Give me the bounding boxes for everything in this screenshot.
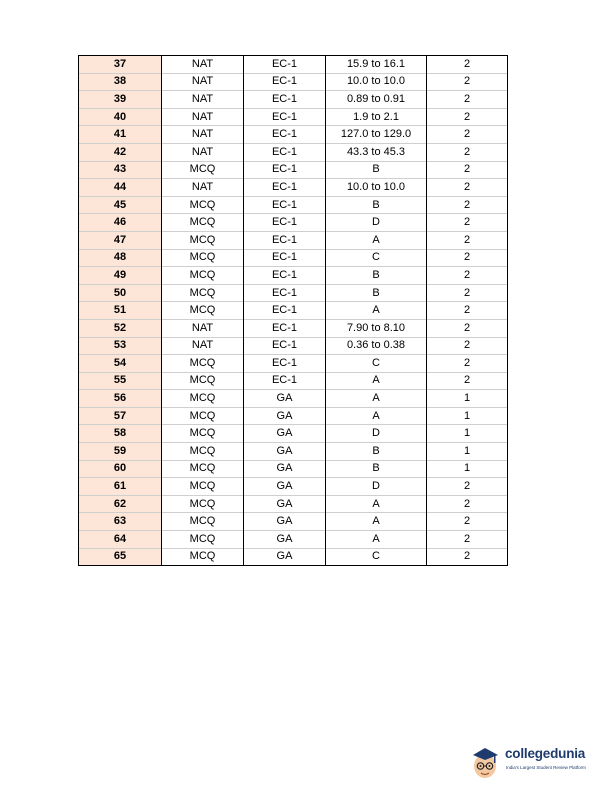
question-number-cell: 49 (79, 267, 162, 285)
answer-key-table (78, 55, 508, 566)
answer-key-cell: 127.0 to 129.0 (326, 126, 427, 144)
answer-key-cell: D (326, 214, 427, 232)
answer-key-cell: 10.0 to 10.0 (326, 73, 427, 91)
marks-cell: 2 (427, 179, 508, 197)
answer-key-cell: A (326, 302, 427, 320)
answer-key-cell: A (326, 513, 427, 531)
table-row (79, 495, 508, 513)
marks-cell: 2 (427, 108, 508, 126)
table-row (79, 337, 508, 355)
question-number-cell: 38 (79, 73, 162, 91)
question-type-cell: NAT (162, 179, 244, 197)
section-cell: EC-1 (244, 73, 326, 91)
section-cell: GA (244, 478, 326, 496)
table-row (79, 531, 508, 549)
section-cell: EC-1 (244, 179, 326, 197)
question-type-cell: MCQ (162, 407, 244, 425)
table-row (79, 161, 508, 179)
question-type-cell: MCQ (162, 355, 244, 373)
question-number-cell: 57 (79, 407, 162, 425)
marks-cell: 1 (427, 443, 508, 461)
section-cell: EC-1 (244, 231, 326, 249)
question-number-cell: 53 (79, 337, 162, 355)
question-type-cell: MCQ (162, 478, 244, 496)
question-number-cell: 64 (79, 531, 162, 549)
section-cell: EC-1 (244, 126, 326, 144)
question-type-cell: MCQ (162, 249, 244, 267)
question-number-cell: 65 (79, 548, 162, 566)
answer-key-cell: B (326, 196, 427, 214)
marks-cell: 2 (427, 548, 508, 566)
collegedunia-logo (468, 741, 598, 783)
answer-key-cell: 1.9 to 2.1 (326, 108, 427, 126)
table-row (79, 443, 508, 461)
marks-cell: 2 (427, 284, 508, 302)
marks-cell: 2 (427, 231, 508, 249)
question-type-cell: NAT (162, 56, 244, 74)
marks-cell: 2 (427, 495, 508, 513)
table-row (79, 249, 508, 267)
marks-cell: 2 (427, 337, 508, 355)
answer-key-cell: D (326, 425, 427, 443)
question-type-cell: NAT (162, 108, 244, 126)
question-type-cell: NAT (162, 73, 244, 91)
question-number-cell: 43 (79, 161, 162, 179)
marks-cell: 2 (427, 355, 508, 373)
section-cell: GA (244, 407, 326, 425)
question-number-cell: 55 (79, 372, 162, 390)
section-cell: EC-1 (244, 267, 326, 285)
question-type-cell: MCQ (162, 425, 244, 443)
table-row (79, 372, 508, 390)
question-type-cell: NAT (162, 143, 244, 161)
question-number-cell: 47 (79, 231, 162, 249)
marks-cell: 1 (427, 425, 508, 443)
question-number-cell: 48 (79, 249, 162, 267)
answer-key-cell: B (326, 284, 427, 302)
answer-key-cell: C (326, 355, 427, 373)
answer-key-cell: B (326, 267, 427, 285)
question-type-cell: MCQ (162, 548, 244, 566)
answer-key-cell: 15.9 to 16.1 (326, 56, 427, 74)
marks-cell: 2 (427, 319, 508, 337)
question-type-cell: MCQ (162, 513, 244, 531)
table-row (79, 267, 508, 285)
table-row (79, 407, 508, 425)
answer-key-cell: D (326, 478, 427, 496)
table-row (79, 548, 508, 566)
answer-key-cell: C (326, 249, 427, 267)
question-type-cell: MCQ (162, 460, 244, 478)
marks-cell: 2 (427, 302, 508, 320)
question-number-cell: 37 (79, 56, 162, 74)
marks-cell: 2 (427, 249, 508, 267)
answer-key-cell: 10.0 to 10.0 (326, 179, 427, 197)
answer-key-cell: 43.3 to 45.3 (326, 143, 427, 161)
question-number-cell: 52 (79, 319, 162, 337)
table-row (79, 478, 508, 496)
question-type-cell: NAT (162, 319, 244, 337)
answer-key-cell: A (326, 372, 427, 390)
marks-cell: 2 (427, 478, 508, 496)
section-cell: EC-1 (244, 249, 326, 267)
section-cell: GA (244, 513, 326, 531)
answer-key-cell: B (326, 161, 427, 179)
question-type-cell: MCQ (162, 302, 244, 320)
table-row (79, 231, 508, 249)
question-number-cell: 51 (79, 302, 162, 320)
marks-cell: 2 (427, 126, 508, 144)
section-cell: GA (244, 425, 326, 443)
table-row (79, 196, 508, 214)
table-row (79, 214, 508, 232)
question-type-cell: MCQ (162, 196, 244, 214)
question-number-cell: 42 (79, 143, 162, 161)
question-type-cell: MCQ (162, 214, 244, 232)
answer-key-cell: 0.36 to 0.38 (326, 337, 427, 355)
answer-key-cell: B (326, 443, 427, 461)
question-type-cell: NAT (162, 91, 244, 109)
marks-cell: 1 (427, 407, 508, 425)
table-row (79, 73, 508, 91)
question-number-cell: 60 (79, 460, 162, 478)
marks-cell: 2 (427, 56, 508, 74)
section-cell: GA (244, 548, 326, 566)
table-row (79, 143, 508, 161)
answer-key-cell: A (326, 495, 427, 513)
question-number-cell: 39 (79, 91, 162, 109)
table-row (79, 179, 508, 197)
question-type-cell: MCQ (162, 372, 244, 390)
question-type-cell: MCQ (162, 267, 244, 285)
brand-tagline: India's Largest Student Review Platform (506, 765, 586, 770)
table-row (79, 390, 508, 408)
answer-key-cell: B (326, 460, 427, 478)
table-row (79, 513, 508, 531)
answer-key-body (79, 56, 508, 566)
marks-cell: 2 (427, 267, 508, 285)
table-row (79, 284, 508, 302)
question-type-cell: MCQ (162, 390, 244, 408)
marks-cell: 2 (427, 161, 508, 179)
question-type-cell: MCQ (162, 495, 244, 513)
marks-cell: 2 (427, 91, 508, 109)
section-cell: GA (244, 495, 326, 513)
table-row (79, 108, 508, 126)
question-number-cell: 46 (79, 214, 162, 232)
table-row (79, 355, 508, 373)
answer-key-cell: A (326, 531, 427, 549)
question-number-cell: 58 (79, 425, 162, 443)
mascot-icon (468, 741, 502, 781)
question-type-cell: NAT (162, 337, 244, 355)
question-type-cell: MCQ (162, 443, 244, 461)
section-cell: EC-1 (244, 196, 326, 214)
answer-key-cell: A (326, 231, 427, 249)
section-cell: EC-1 (244, 91, 326, 109)
table-row (79, 425, 508, 443)
question-number-cell: 45 (79, 196, 162, 214)
table-row (79, 91, 508, 109)
question-number-cell: 54 (79, 355, 162, 373)
section-cell: EC-1 (244, 161, 326, 179)
section-cell: EC-1 (244, 372, 326, 390)
question-type-cell: MCQ (162, 531, 244, 549)
section-cell: EC-1 (244, 355, 326, 373)
marks-cell: 2 (427, 214, 508, 232)
section-cell: EC-1 (244, 337, 326, 355)
section-cell: EC-1 (244, 143, 326, 161)
table-row (79, 56, 508, 74)
section-cell: GA (244, 460, 326, 478)
question-number-cell: 50 (79, 284, 162, 302)
marks-cell: 2 (427, 143, 508, 161)
section-cell: EC-1 (244, 302, 326, 320)
table-row (79, 319, 508, 337)
marks-cell: 1 (427, 460, 508, 478)
answer-key-cell: 7.90 to 8.10 (326, 319, 427, 337)
section-cell: GA (244, 390, 326, 408)
marks-cell: 2 (427, 513, 508, 531)
question-number-cell: 59 (79, 443, 162, 461)
question-number-cell: 44 (79, 179, 162, 197)
marks-cell: 2 (427, 196, 508, 214)
section-cell: EC-1 (244, 108, 326, 126)
marks-cell: 1 (427, 390, 508, 408)
section-cell: EC-1 (244, 214, 326, 232)
table-row (79, 302, 508, 320)
section-cell: GA (244, 531, 326, 549)
section-cell: EC-1 (244, 319, 326, 337)
marks-cell: 2 (427, 73, 508, 91)
question-number-cell: 61 (79, 478, 162, 496)
answer-key-cell: 0.89 to 0.91 (326, 91, 427, 109)
question-number-cell: 40 (79, 108, 162, 126)
table-row (79, 126, 508, 144)
question-number-cell: 41 (79, 126, 162, 144)
section-cell: GA (244, 443, 326, 461)
marks-cell: 2 (427, 372, 508, 390)
question-type-cell: NAT (162, 126, 244, 144)
table-row (79, 460, 508, 478)
answer-key-cell: C (326, 548, 427, 566)
question-type-cell: MCQ (162, 231, 244, 249)
brand-name: collegedunia (505, 746, 586, 761)
question-number-cell: 62 (79, 495, 162, 513)
answer-key-cell: A (326, 390, 427, 408)
section-cell: EC-1 (244, 56, 326, 74)
answer-key-cell: A (326, 407, 427, 425)
question-number-cell: 56 (79, 390, 162, 408)
question-number-cell: 63 (79, 513, 162, 531)
marks-cell: 2 (427, 531, 508, 549)
section-cell: EC-1 (244, 284, 326, 302)
question-type-cell: MCQ (162, 284, 244, 302)
question-type-cell: MCQ (162, 161, 244, 179)
